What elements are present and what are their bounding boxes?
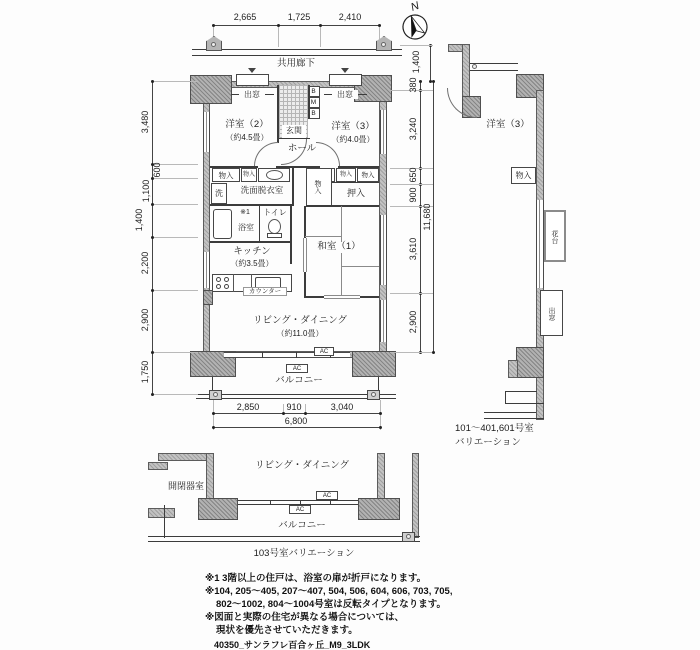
window-line — [206, 252, 207, 288]
bv-wall — [148, 508, 175, 518]
washbasin-icon — [266, 170, 283, 180]
dim-bottom-1: 2,850 — [236, 402, 260, 412]
rv-line — [505, 391, 506, 404]
window-mullion — [262, 352, 263, 358]
bv-wall — [148, 462, 168, 470]
extension-line — [154, 81, 198, 82]
dim-top-right: 1,400 — [411, 50, 421, 74]
rv-wall-stub — [508, 360, 518, 378]
corridor-line — [192, 55, 402, 56]
bv-window-mullion — [330, 500, 331, 505]
stove-burner-icon — [224, 284, 229, 289]
bv-switch-room-label: 開閉器室 — [167, 481, 204, 491]
leader-line — [324, 94, 332, 95]
gate-dot-icon — [211, 42, 216, 47]
storage-box: 物入 — [357, 168, 379, 182]
sliding-door-line — [306, 238, 307, 272]
dim-left-4: 1,400 — [134, 208, 144, 232]
balcony-rail — [196, 394, 396, 395]
entrance-wall — [308, 85, 310, 119]
door-arc — [316, 142, 340, 166]
dim-tick — [212, 426, 215, 429]
bv-ac-box: AC — [289, 505, 311, 514]
rv-window-line — [470, 63, 518, 64]
dim-bottom-total: 6,800 — [284, 416, 308, 426]
partition — [332, 182, 379, 183]
rv-window — [536, 200, 544, 288]
dim-tick — [379, 426, 382, 429]
pillar-top-left — [190, 75, 232, 104]
partition — [210, 241, 292, 243]
counter-label: カウンター — [243, 287, 287, 296]
rail-post-dot — [371, 392, 376, 397]
bv-caption: 103号室バリエーション — [253, 548, 355, 559]
rv-line — [505, 403, 544, 404]
toilet-bowl-icon — [268, 219, 281, 234]
rv-caption-line2: バリエーション — [455, 437, 521, 448]
dim-left-7: 1,750 — [140, 360, 150, 384]
rv-caption-line1: 101〜401,601号室 — [455, 423, 534, 434]
dim-line-right — [420, 81, 421, 352]
extension-line — [400, 45, 433, 46]
dim-left-6: 2,900 — [140, 308, 150, 332]
dim-left-2: 600 — [152, 162, 162, 178]
sliding-door-line — [324, 295, 360, 296]
stove-burner-icon — [216, 284, 221, 289]
window-line — [383, 215, 384, 285]
vent-mark-icon — [248, 68, 256, 73]
dim-line-right-total — [433, 81, 434, 352]
western-room2-size: （約4.5畳） — [225, 133, 269, 142]
dim-line — [430, 45, 431, 81]
rv-western-room3-label: 洋室（3） — [486, 119, 530, 130]
extension-line — [278, 27, 279, 47]
window-mullion — [296, 352, 297, 358]
bv-wall — [158, 453, 213, 461]
meter-box-b2: B — [307, 108, 320, 119]
north-compass-icon — [394, 0, 438, 46]
partition — [210, 204, 292, 206]
bathtub-icon — [213, 209, 232, 239]
bv-living-dining-label: リビング・ダイニング — [254, 460, 350, 471]
leader-line — [265, 94, 274, 95]
western-room2-label: 洋室（2） — [225, 119, 269, 130]
dim-top-2: 1,725 — [287, 12, 311, 22]
rail-post-dot — [213, 392, 218, 397]
door-arc — [447, 88, 477, 118]
balcony-rail — [196, 398, 396, 399]
toilet-label: トイレ — [263, 208, 287, 217]
bv-rail — [148, 536, 420, 537]
bay-window-label: 出窓 — [332, 90, 358, 99]
dim-right-5: 3,610 — [408, 237, 418, 261]
entrance-label: 玄関 — [282, 125, 306, 138]
dim-right-1: 380 — [408, 77, 418, 93]
partition — [290, 206, 292, 242]
dim-top-1: 2,665 — [233, 12, 257, 22]
storage-box: 物入 — [212, 168, 240, 182]
bay-window-label: 出窓 — [239, 90, 265, 99]
stove-burner-icon — [224, 277, 229, 282]
meter-box-b: B — [307, 86, 320, 97]
partition — [306, 205, 379, 207]
bv-ac-box: AC — [316, 491, 338, 500]
entrance-wall — [277, 85, 279, 143]
partition — [292, 168, 294, 206]
bv-rail-post-dot — [406, 534, 411, 539]
living-dining-label: リビング・ダイニング — [252, 315, 348, 326]
corridor-label: 共用廊下 — [276, 58, 315, 69]
rv-window-line — [539, 200, 540, 288]
extension-line — [154, 352, 198, 353]
toilet-tank-icon — [267, 233, 282, 238]
bv-balcony-side — [164, 505, 165, 538]
dim-tick — [212, 412, 215, 415]
counter-divider — [233, 274, 234, 292]
rv-line — [484, 418, 544, 419]
rv-window-line — [470, 70, 518, 71]
window-line — [383, 300, 384, 342]
ac-box: AC — [286, 364, 308, 373]
bath-label: 浴室 — [238, 223, 254, 232]
storage-box: 物入 — [241, 168, 257, 182]
dim-tick — [419, 80, 422, 83]
dim-tick — [432, 351, 435, 354]
dim-line-bottom — [213, 413, 380, 414]
western-room3-label: 洋室（3） — [331, 121, 375, 132]
dim-line-bottom-total — [213, 427, 380, 428]
extension-line — [390, 352, 433, 353]
note-line-4: ※図面と実際の住宅が異なる場合については、 — [205, 612, 405, 623]
washroom-label: 洗面脱衣室 — [240, 185, 284, 195]
dim-right-3: 650 — [408, 167, 418, 183]
rv-window-dot — [472, 64, 477, 69]
corridor-line — [192, 49, 402, 50]
extension-line — [390, 293, 433, 294]
sliding-door-line — [303, 238, 304, 272]
gate-dot-icon — [381, 42, 386, 47]
tatami-line — [341, 266, 379, 267]
washer-box: 洗 — [211, 183, 227, 204]
meter-box-m: M — [307, 97, 320, 108]
note-line-3: 802〜1002, 804〜1004号室は反転タイプとなります。 — [216, 599, 447, 610]
bay-window-right — [329, 74, 362, 86]
bv-pillar-left — [198, 498, 238, 520]
extension-line — [154, 204, 198, 205]
ac-box: AC — [314, 347, 334, 356]
bath-note-label: ※1 — [240, 209, 250, 216]
note-line-2: ※104, 205〜405, 207〜407, 504, 506, 604, 606, 703, 705, — [205, 586, 453, 597]
bv-wall-far-right — [412, 453, 419, 538]
rv-line — [505, 391, 537, 392]
closet-label: 押入 — [346, 188, 365, 198]
vent-mark-icon — [341, 68, 349, 73]
partition — [259, 206, 260, 242]
drawing-title: 40350_サンラフレ百合ヶ丘_M9_3LDK — [214, 640, 371, 650]
dim-right-4: 900 — [408, 187, 418, 203]
hall-label: ホール — [287, 143, 317, 154]
extension-line — [154, 290, 198, 291]
rv-pillar-bottom — [516, 347, 544, 378]
dim-tick — [282, 412, 285, 415]
svg-text:N: N — [409, 0, 421, 14]
note-line-1: ※1 3階以上の住戸は、浴室の扉が折戸になります。 — [205, 573, 427, 584]
bay-window-left — [236, 74, 269, 86]
balcony-label: バルコニー — [275, 375, 323, 386]
dim-tick — [304, 412, 307, 415]
dim-left-3: 1,100 — [141, 179, 151, 203]
dim-bottom-3: 3,040 — [330, 402, 354, 412]
extension-line — [320, 27, 321, 47]
bv-window-line — [238, 500, 358, 501]
tatami-line — [305, 236, 341, 237]
bv-balcony-label: バルコニー — [278, 520, 326, 531]
leader-line — [231, 94, 239, 95]
living-dining-size: （約11.0畳） — [276, 329, 324, 338]
door-arc — [254, 142, 278, 166]
stove-burner-icon — [216, 277, 221, 282]
dim-line-top — [213, 25, 380, 26]
dim-tick — [432, 80, 435, 83]
rv-flower-stand-label: 花台 — [551, 230, 559, 244]
extension-line — [154, 394, 198, 395]
extension-line — [154, 237, 198, 238]
partition — [290, 242, 292, 264]
dim-bottom-2: 910 — [286, 402, 302, 412]
dim-right-total: 11,680 — [422, 203, 432, 231]
dim-top-3: 2,410 — [338, 12, 362, 22]
western-room3-size: （約4.0畳） — [331, 135, 375, 144]
note-line-5: 現状を優先させていただきます。 — [216, 625, 358, 636]
leader-line — [358, 94, 367, 95]
kitchen-label: キッチン — [233, 246, 271, 257]
storage-box: 物入 — [336, 168, 356, 182]
dim-right-2: 3,240 — [408, 117, 418, 141]
sliding-door-line — [324, 298, 360, 299]
window-line — [206, 112, 207, 152]
pillar-bottom-right — [352, 351, 396, 377]
rv-line — [484, 412, 536, 413]
japanese-room1-label: 和室（1） — [313, 242, 365, 253]
storage-box-vertical-label: 物入 — [314, 180, 322, 194]
dim-left-1: 3,480 — [140, 110, 150, 134]
rv-storage-box: 物入 — [511, 167, 536, 184]
dim-right-6: 2,900 — [408, 310, 418, 334]
dim-left-5: 2,200 — [140, 251, 150, 275]
bv-pillar-right — [358, 498, 400, 520]
wall-stub — [203, 290, 213, 305]
rv-bay-window-label: 出窓 — [548, 307, 556, 321]
bv-rail — [148, 541, 420, 542]
dim-tick — [379, 412, 382, 415]
kitchen-size: （約3.5畳） — [230, 259, 274, 268]
bv-window-mullion — [270, 500, 271, 505]
